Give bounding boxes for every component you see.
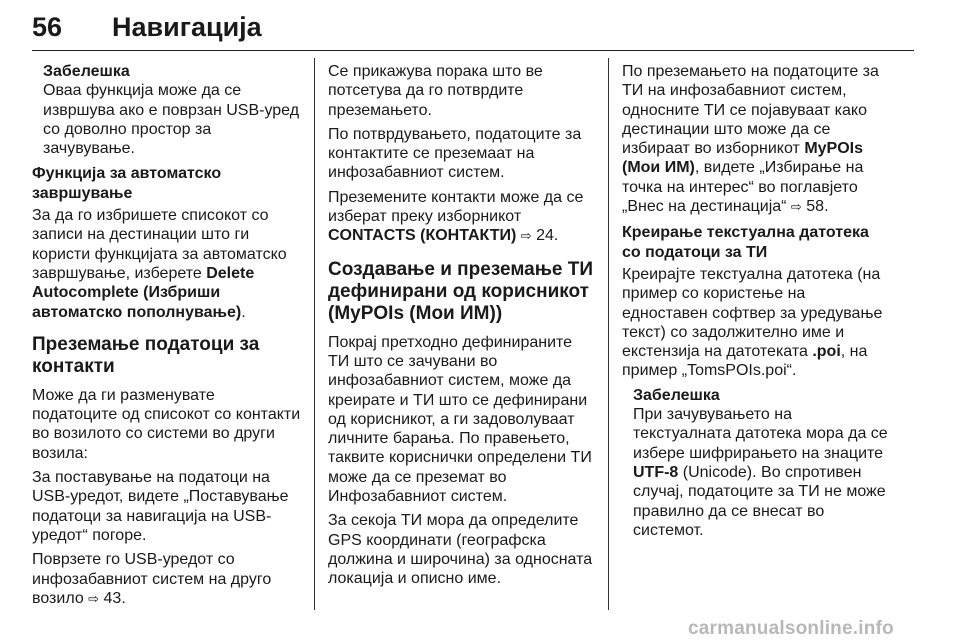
menu-option-mypois: MyPOIs (Мои ИМ) [622, 140, 863, 177]
note-box [633, 386, 890, 540]
note-text: Оваа функција може да се извршува ако е поврзан USB-уред со доволно простор за зачувување. [43, 82, 300, 158]
text: (Unicode). Во спротивен случај, податоците за ТИ не може правилно да се внесат во системот. [633, 463, 886, 539]
paragraph [622, 265, 890, 381]
section-heading-mypois: Создавање и преземање ТИ дефинирани од корисникот (MyPOIs (Мои ИМ)) [328, 258, 594, 324]
paragraph: За поставување на податоци на USB-уредот, видете „Поставување податоци за навигација на USB-уредот“ погоре. [32, 469, 289, 544]
note-title: Забелешка [633, 386, 720, 404]
column-left [32, 62, 302, 614]
page-ref-arrow-icon: ⇨ [88, 591, 100, 607]
page-number: 56 [32, 12, 63, 42]
text: Поврзете го USB-уредот со инфозабавниот систем на друго возило [32, 551, 272, 607]
text: Креирајте текстуална датотека (на пример со користење на едноставен софтвер за уредување текст) со задолжително име и екстензија на датотеката [622, 265, 883, 361]
paragraph [328, 188, 596, 247]
encoding-name: UTF-8 [633, 463, 679, 481]
watermark: carmanualsonline.info [688, 618, 894, 639]
page-ref: 24. [531, 227, 559, 245]
page-ref-arrow-icon: ⇨ [790, 200, 802, 216]
text: За да го избришете списокот со записи на дестинации што ги користи функцијата за автоматско завршување, изберете [32, 207, 287, 282]
text: , на пример „TomsPOIs.poi“. [622, 343, 868, 380]
subheading-autocomplete: Функција за автоматско завршување [32, 165, 222, 202]
chapter-title: Навигација [112, 12, 262, 42]
column-right [622, 62, 890, 545]
paragraph: Може да ги разменувате податоците од списокот со контакти во возилото со системи во други возила: [32, 386, 301, 462]
paragraph-autocomplete [32, 206, 302, 322]
paragraph: Се прикажува порака што ве потсетува да го потврдите преземањето. [328, 63, 543, 119]
menu-option-delete-autocomplete: Delete Autocomplete (Избриши автоматско пополнување) [32, 264, 255, 321]
paragraph: За секоја ТИ мора да определите GPS координати (географска должина и широчина) за односната локација и описно име. [328, 512, 593, 588]
text: По преземањето на податоците за ТИ на инфозабавниот систем, односните ТИ се појавуваат како дестинации што може да се избираат во изборникот [622, 63, 879, 158]
note-box [43, 62, 302, 158]
column-divider [314, 58, 315, 610]
note-text [633, 405, 890, 540]
paragraph [32, 550, 302, 609]
text: . [241, 303, 246, 321]
paragraph: Покрај претходно дефинираните ТИ што се зачувани во инфозабавниот систем, може да креирате и ТИ што се дефинирани од корисникот, а ги задоволуваат личните барања. По правењето, таквите кориснички определени ТИ може да се преземат во Инфозабавниот систем. [328, 333, 592, 506]
page-ref: 58. [801, 198, 829, 216]
page-ref: 43. [99, 589, 126, 607]
file-extension: .poi [812, 343, 841, 361]
note-title: Забелешка [43, 63, 130, 80]
paragraph [622, 62, 890, 217]
subheading-create-file: Креирање текстуална датотека со податоци за ТИ [622, 224, 869, 261]
page-ref-arrow-icon: ⇨ [520, 229, 532, 245]
paragraph: По потврдувањето, податоците за контактите се преземаат на инфозабавниот систем. [328, 125, 582, 182]
column-middle [328, 62, 596, 594]
column-divider [608, 58, 609, 610]
text: , видете „Избирање на точка на интерес“ во поглавјето „Внес на дестинација“ [622, 159, 864, 216]
section-heading-contacts: Преземање податоци за контакти [32, 333, 260, 377]
text: При зачувувањето на текстуалната датотека мора да се избере шифрирањето на знаците [633, 406, 888, 462]
text: Преземените контакти може да се изберат преку изборникот [328, 188, 584, 226]
page-header [32, 4, 914, 51]
menu-option-contacts: CONTACTS (КОНТАКТИ) [328, 227, 517, 245]
